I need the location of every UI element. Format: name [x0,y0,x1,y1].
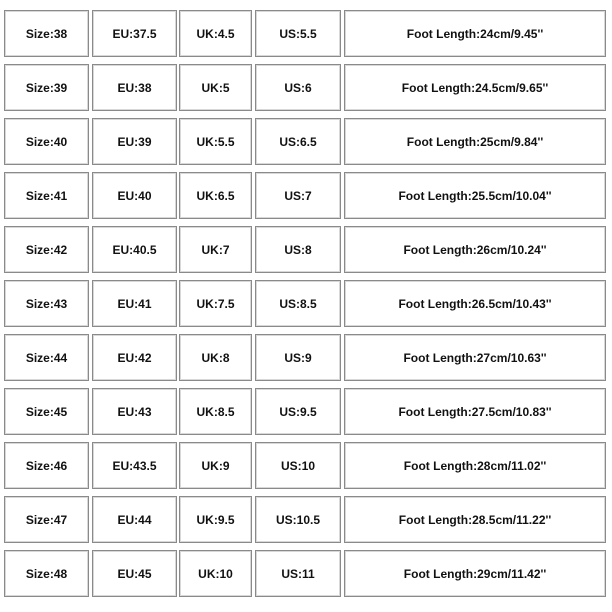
eu-size-cell: EU:37.5 [92,10,177,57]
foot-length-cell: Foot Length:25.5cm/10.04'' [344,172,606,219]
us-size-cell: US:7 [255,172,341,219]
us-size-cell: US:9.5 [255,388,341,435]
foot-length-cell: Foot Length:27.5cm/10.83'' [344,388,606,435]
size-cell: Size:40 [4,118,89,165]
uk-size-cell: UK:8.5 [179,388,252,435]
size-cell: Size:47 [4,496,89,543]
uk-size-cell: UK:4.5 [179,10,252,57]
foot-length-cell: Foot Length:26.5cm/10.43'' [344,280,606,327]
foot-length-cell: Foot Length:25cm/9.84'' [344,118,606,165]
table-row [0,226,612,280]
table-row [0,496,612,550]
eu-size-cell: EU:45 [92,550,177,597]
table-row [0,442,612,496]
eu-size-cell: EU:39 [92,118,177,165]
foot-length-cell: Foot Length:24.5cm/9.65'' [344,64,606,111]
us-size-cell: US:10.5 [255,496,341,543]
eu-size-cell: EU:43.5 [92,442,177,489]
uk-size-cell: UK:5.5 [179,118,252,165]
uk-size-cell: UK:9 [179,442,252,489]
foot-length-cell: Foot Length:26cm/10.24'' [344,226,606,273]
size-cell: Size:42 [4,226,89,273]
us-size-cell: US:6.5 [255,118,341,165]
size-cell: Size:39 [4,64,89,111]
size-cell: Size:41 [4,172,89,219]
table-row [0,10,612,64]
us-size-cell: US:9 [255,334,341,381]
eu-size-cell: EU:40 [92,172,177,219]
us-size-cell: US:11 [255,550,341,597]
us-size-cell: US:8 [255,226,341,273]
table-row [0,388,612,442]
eu-size-cell: EU:44 [92,496,177,543]
us-size-cell: US:8.5 [255,280,341,327]
eu-size-cell: EU:43 [92,388,177,435]
uk-size-cell: UK:9.5 [179,496,252,543]
size-cell: Size:46 [4,442,89,489]
uk-size-cell: UK:10 [179,550,252,597]
table-row [0,172,612,226]
size-cell: Size:45 [4,388,89,435]
table-row [0,334,612,388]
size-cell: Size:43 [4,280,89,327]
table-row [0,64,612,118]
uk-size-cell: UK:6.5 [179,172,252,219]
foot-length-cell: Foot Length:29cm/11.42'' [344,550,606,597]
uk-size-cell: UK:7.5 [179,280,252,327]
table-row [0,550,612,604]
us-size-cell: US:10 [255,442,341,489]
uk-size-cell: UK:5 [179,64,252,111]
foot-length-cell: Foot Length:28cm/11.02'' [344,442,606,489]
eu-size-cell: EU:42 [92,334,177,381]
table-row [0,280,612,334]
us-size-cell: US:5.5 [255,10,341,57]
size-cell: Size:48 [4,550,89,597]
eu-size-cell: EU:40.5 [92,226,177,273]
uk-size-cell: UK:8 [179,334,252,381]
table-row [0,118,612,172]
foot-length-cell: Foot Length:24cm/9.45'' [344,10,606,57]
uk-size-cell: UK:7 [179,226,252,273]
foot-length-cell: Foot Length:28.5cm/11.22'' [344,496,606,543]
us-size-cell: US:6 [255,64,341,111]
eu-size-cell: EU:38 [92,64,177,111]
size-cell: Size:44 [4,334,89,381]
foot-length-cell: Foot Length:27cm/10.63'' [344,334,606,381]
size-cell: Size:38 [4,10,89,57]
eu-size-cell: EU:41 [92,280,177,327]
